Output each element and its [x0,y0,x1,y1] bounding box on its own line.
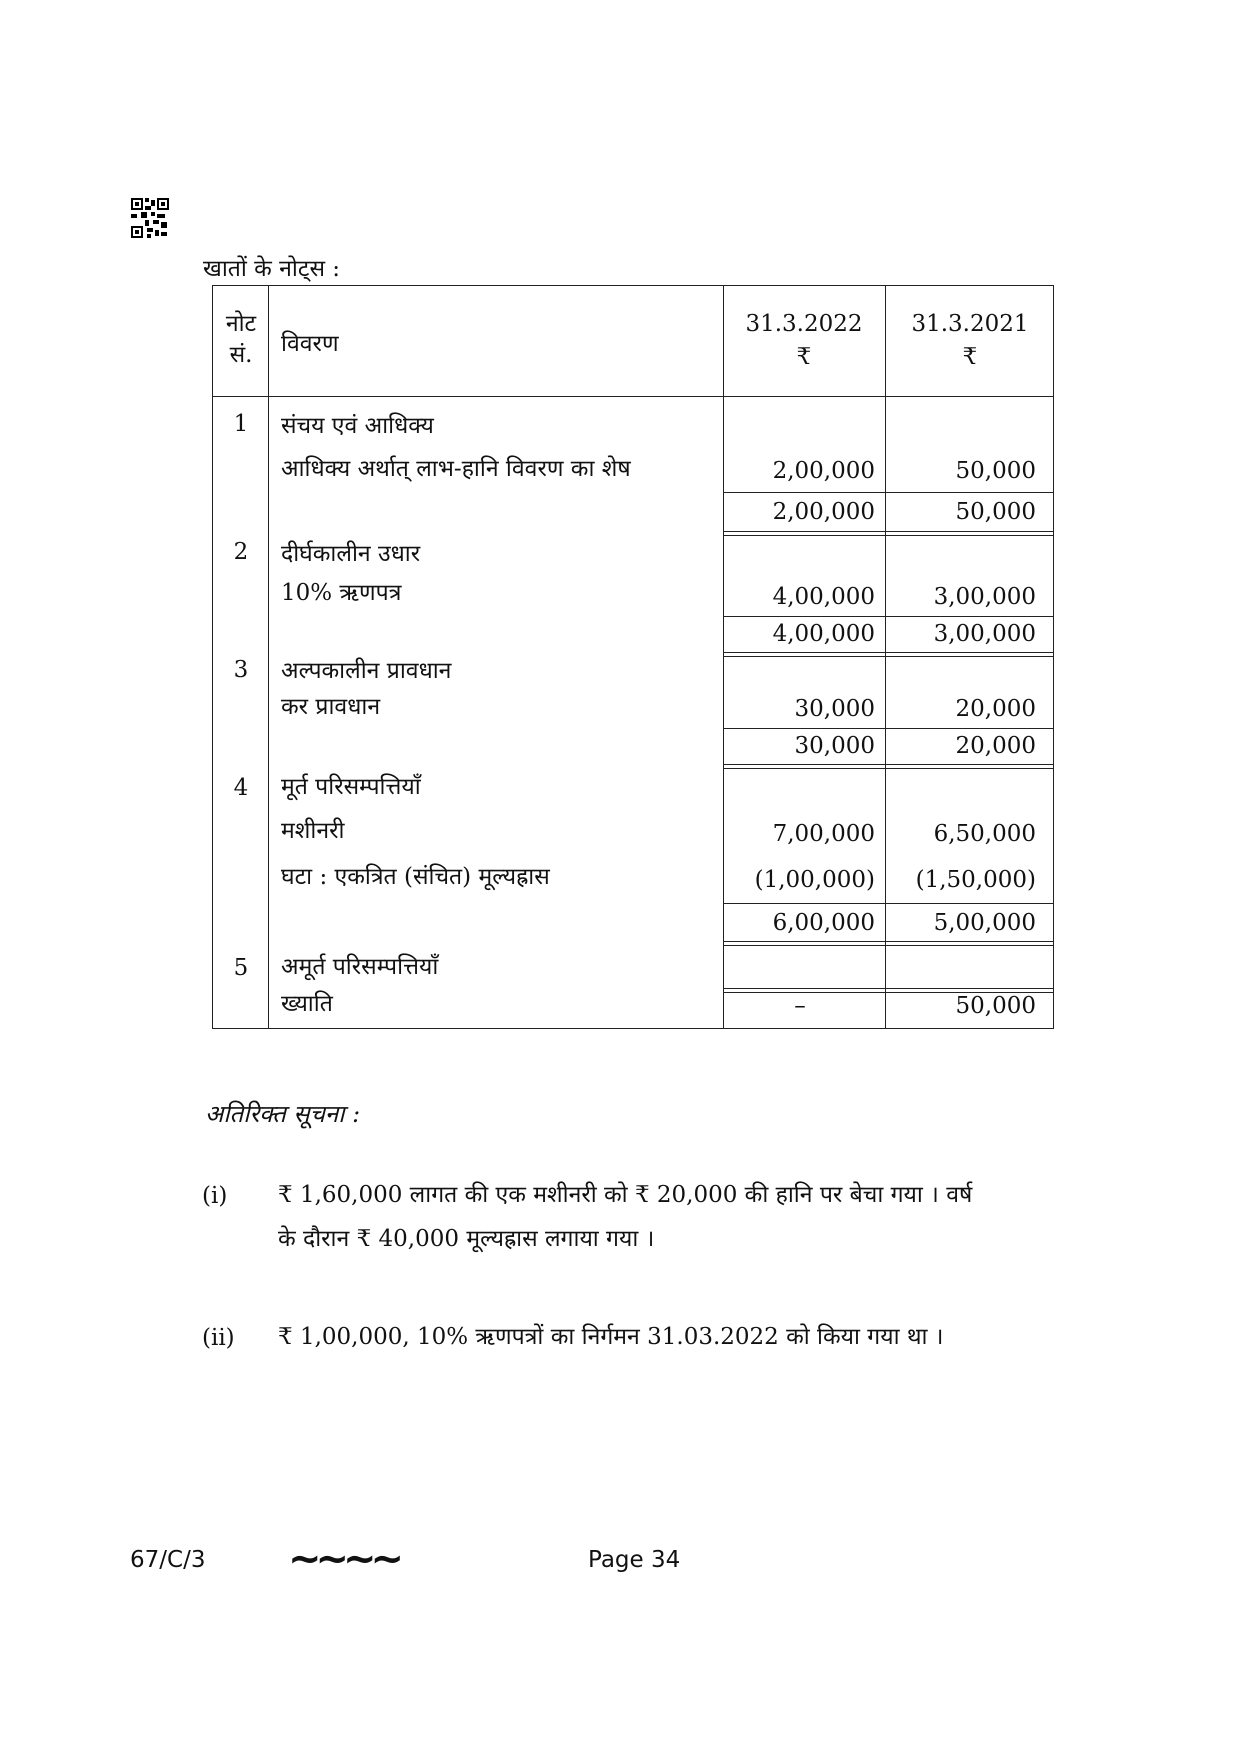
total-double-line [723,768,1053,769]
note-item-label: घटा : एकत्रित (संचित) मूल्यह्रास [281,864,550,890]
point-label-ii: (ii) [202,1325,235,1351]
subtotal-line [723,616,1053,617]
notes-to-accounts-table [212,285,1054,1029]
note-total-2022: 6,00,000 [772,910,875,936]
header-note-no-line2: सं. [229,342,253,368]
note-item-value-2021: (1,50,000) [915,867,1036,893]
header-year-2022: 31.3.2022 [745,311,863,337]
note-item-value-2022: – [794,993,806,1019]
footer-decoration: ~~~~ [288,1536,399,1582]
note-title: मूर्त परिसम्पत्तियाँ [281,774,421,800]
note-item-label: मशीनरी [281,818,345,844]
note-total-2022: 4,00,000 [772,621,875,647]
note-number: 1 [233,411,249,437]
note-title: संचय एवं आधिक्य [281,413,434,439]
note-title: दीर्घकालीन उधार [281,541,421,567]
header-year-2021: 31.3.2021 [911,311,1029,337]
point-text-ii [278,1315,1058,1359]
total-line [723,531,1053,532]
note-item-value-2022: 2,00,000 [772,458,875,484]
note-item-value-2021: 6,50,000 [933,821,1036,847]
note-total-2021: 5,00,000 [933,910,1036,936]
point-text-i-line2: के दौरान ₹ 40,000 मूल्यह्रास लगाया गया । [278,1226,655,1252]
note-item-value-2021: 20,000 [955,696,1036,722]
total-line [723,764,1053,765]
note-item-value-2022: (1,00,000) [754,867,875,893]
header-currency-2022: ₹ [796,344,812,370]
note-total-2022: 2,00,000 [772,499,875,525]
qr-code-icon [131,198,169,238]
note-total-2022: 30,000 [794,733,875,759]
note-total-2021: 20,000 [955,733,1036,759]
note-item-label: 10% ऋणपत्र [281,580,402,606]
note-item-value-2021: 50,000 [955,458,1036,484]
header-note-no-line1: नोट [225,311,257,337]
note-item-label: ख्याति [281,991,333,1017]
point-text-i-line1: ₹ 1,60,000 लागत की एक मशीनरी को ₹ 20,000 की हानि पर बेचा गया । वर्ष [278,1182,973,1208]
note-title: अल्पकालीन प्रावधान [281,658,452,684]
subtotal-line [723,728,1053,729]
point-label-i: (i) [202,1183,228,1209]
total-double-line [723,656,1053,657]
total-double-line [723,945,1053,946]
note-title: अमूर्त परिसम्पत्तियाँ [281,954,439,980]
note-item-label: कर प्रावधान [281,694,381,720]
note-item-value-2022: 4,00,000 [772,584,875,610]
subtotal-line [723,903,1053,904]
page-number: Page 34 [588,1547,681,1573]
notes-heading: खातों के नोट्स : [203,256,341,282]
additional-info-title: अतिरिक्त सूचना : [205,1100,361,1128]
note-item-value-2022: 7,00,000 [772,821,875,847]
paper-code: 67/C/3 [130,1547,206,1573]
note-item-label: आधिक्य अर्थात् लाभ-हानि विवरण का शेष [281,456,631,482]
header-currency-2021: ₹ [962,344,978,370]
note-item-value-2021: 50,000 [955,993,1036,1019]
total-line [723,652,1053,653]
note-total-2021: 3,00,000 [933,621,1036,647]
note-item-value-2021: 3,00,000 [933,584,1036,610]
header-divider [213,396,1053,397]
subtotal-line [723,492,1053,493]
total-double-line [723,535,1053,536]
subtotal-line [723,988,1053,989]
column-divider [723,286,724,1028]
note-total-2021: 50,000 [955,499,1036,525]
note-item-value-2022: 30,000 [794,696,875,722]
point-text-ii-line1: ₹ 1,00,000, 10% ऋणपत्रों का निर्गमन 31.03.2022 को किया गया था । [278,1324,944,1350]
header-particulars: विवरण [281,331,339,357]
point-text-i [278,1173,1058,1261]
total-line [723,941,1053,942]
note-number: 4 [233,775,249,801]
note-number: 3 [233,657,249,683]
column-divider [885,286,886,1028]
note-number: 5 [233,955,249,981]
note-number: 2 [233,539,249,565]
